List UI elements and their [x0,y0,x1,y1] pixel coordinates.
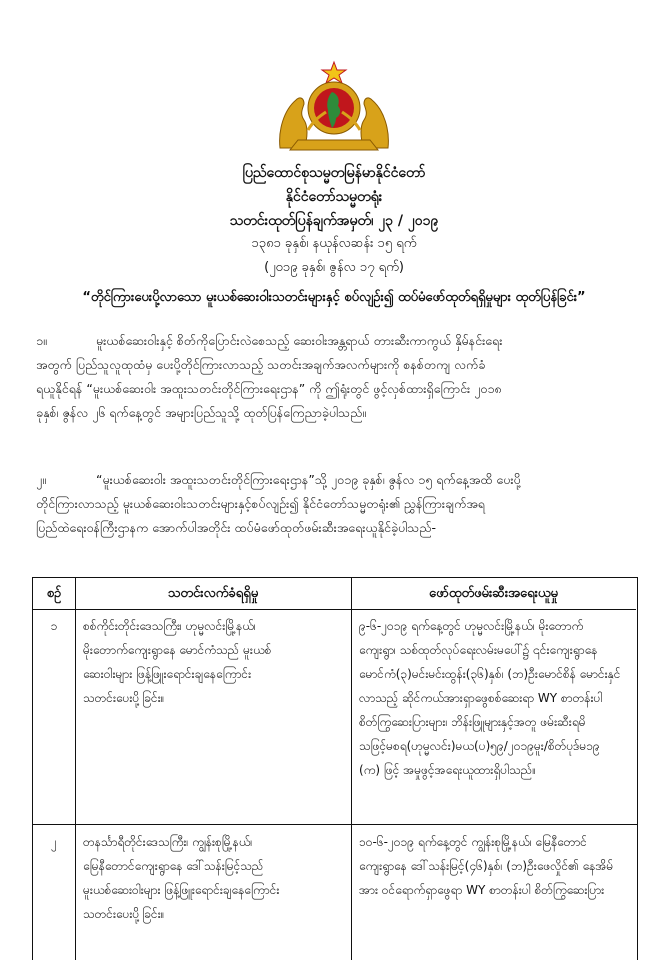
paragraph-line: ခုနှစ်၊ ဇွန်လ ၂၆ ရက်နေ့တွင် အများပြည်သူသို့ ထုတ်ပြန်ကြေညာခဲ့ပါသည်။ [36,405,367,420]
row-number: ၁ [50,619,58,633]
release-title: “တိုင်ကြားပေးပို့လာသော မူးယစ်ဆေးဝါးသတင်းများနှင့် စပ်လျဉ်း၍ ထပ်မံဖော်ထုတ်ရရှိမှုများ ထုတ်ပြန်ခြင်း” [82,290,586,305]
paragraph-number: ၂။ [36,472,46,487]
results-table [32,577,638,960]
office-name: နိုင်ငံတော်သမ္မတရုံး [285,189,383,205]
cell-line: ၁၀-၆-၂၀၁၉ ရက်နေ့တွင် ကျွန်းစုမြို့နယ်၊ မြေနီတောင် [359,835,587,849]
paragraph-number: ၁။ [36,333,47,348]
cell-line: မိုးတောက်ကျေးရွာနေ မောင်ကံသည် မူးယစ် [83,643,272,657]
cell-line: မြေနီတောင်ကျေးရွာနေ ဒေါ်သန်းမြင့်သည် [83,859,264,873]
cell-line: သတင်းပေးပို့ခြင်း။ [83,691,165,705]
cell-line: အား ဝင်ရောက်ရှာဖွေရာ WY စာတန်းပါ စိတ်ကြွဆေးပြား [359,883,605,897]
paragraph-2 [36,468,632,540]
table-divider [351,578,352,960]
cell-line: ၉-၆-၂၀၁၉ ရက်နေ့တွင် ဟုမ္မလင်းမြို့နယ်၊ မိုးတောက် [359,619,584,633]
myanmar-date: ၁၃၈၁ ခုနှစ်၊ နယုန်လဆန်း ၁၅ ရက် [251,236,417,251]
table-cell-action [359,614,633,782]
cell-line: ဆေးဝါးများ ဖြန့်ဖြူးရောင်းချနေကြောင်း [83,667,252,681]
col-header-action: ဖော်ထုတ်ဖမ်းဆီးအရေးယူမှု [351,578,636,610]
paragraph-1 [36,329,632,425]
release-number: သတင်းထုတ်ပြန်ချက်အမှတ်၊ ၂၃ / ၂၀၁၉ [229,213,439,229]
paragraph-line: အတွက် ပြည်သူလူထုထံမှ ပေးပို့တိုင်ကြားလာသည့် သတင်းအချက်အလက်များကို စနစ်တကျ လက်ခံ [36,357,486,372]
cell-line: သဖြင့်မစရ(ဟုမ္မလင်း)မယ(ပ)၅၉/၂၀၁၉မူး/စိတ်ပုဒ်မ၁၉ [359,739,600,753]
cell-line: မောင်ကံ(၃)မင်းမင်းထွန်း(၃၆)နှစ်၊ (ဘ)ဦးမောင်စိန် မောင်းနှင် [359,667,621,681]
cell-line: လာသည့် ဆိုင်ကယ်အားရှာဖွေစစ်ဆေးရာ WY စာတန်းပါ [359,691,603,705]
cell-line: ကျေးရွာနေ ဒေါ်သန်းမြင့်(၄၆)နှစ်၊ (ဘ)ဦးဖေလှိုင်၏ နေအိမ် [359,859,614,873]
cell-line: ကျေးရွာ၊ သစ်ထုတ်လုပ်ရေးလမ်းမပေါ်၌ ၎င်းကျေးရွာနေ [359,643,598,657]
state-seal-icon [274,60,394,156]
paragraph-line: မူးယစ်ဆေးဝါးနှင့် စိတ်ကိုပြောင်းလဲစေသည့် ဆေးဝါးအန္တရာယ် တားဆီးကာကွယ် နှိမ်နင်းရေး [96,333,503,348]
cell-line: (က) ဖြင့် အမှုဖွင့်အရေးယူထားရှိပါသည်။ [359,763,536,777]
col-header-received: သတင်းလက်ခံရရှိမှု [75,578,351,610]
table-cell-received [83,830,347,926]
paragraph-line: ပြည်ထဲရေးဝန်ကြီးဌာနက အောက်ပါအတိုင်း ထပ်မံဖော်ထုတ်ဖမ်းဆီးအရေးယူနိုင်ခဲ့ပါသည်- [36,520,436,535]
table-cell-action [359,830,633,902]
table-cell-received [83,614,347,710]
table-divider [75,578,76,960]
cell-line: စိတ်ကြွဆေးပြားများ၊ ဘိန်းဖြူများနှင့်အတူ ဖမ်းဆီးရမိ [359,715,586,729]
paragraph-line: ရယူနိုင်ရန် “မူးယစ်ဆေးဝါး အထူးသတင်းတိုင်ကြားရေးဌာန” ကို ဤရုံးတွင် ဖွင့်လှစ်ထားရှိကြောင်း ၂၀၁၈ [36,381,502,396]
paragraph-line: တိုင်ကြားလာသည့် မူးယစ်ဆေးဝါးသတင်းများနှင့်စပ်လျဉ်း၍ နိုင်ငံတော်သမ္မတရုံး၏ ညွှန်ကြားချက်အရ [36,496,485,511]
paragraph-line: “မူးယစ်ဆေးဝါး အထူးသတင်းတိုင်ကြားရေးဌာန”သို့ ၂၀၁၉ ခုနှစ်၊ ဇွန်လ ၁၅ ရက်နေ့အထိ ပေးပို့ [96,472,521,487]
row-number: ၂ [51,835,57,849]
cell-line: သတင်းပေးပို့ခြင်း။ [83,907,165,921]
cell-line: စစ်ကိုင်းတိုင်းဒေသကြီး၊ ဟုမ္မလင်းမြို့နယ်၊ [83,619,256,633]
cell-line: မူးယစ်ဆေးဝါးများ ဖြန့်ဖြူးရောင်းချနေကြောင်း [83,883,280,897]
row-divider [33,824,637,825]
col-header-no: စဉ် [33,578,75,610]
gregorian-date: (၂၀၁၉ ခုနှစ်၊ ဇွန်လ ၁၇ ရက်) [264,260,404,275]
country-name: ပြည်ထောင်စုသမ္မတမြန်မာနိုင်ငံတော် [242,165,426,181]
cell-line: တနင်္သာရီတိုင်းဒေသကြီး၊ ကျွန်းစုမြို့နယ်၊ [83,835,253,849]
